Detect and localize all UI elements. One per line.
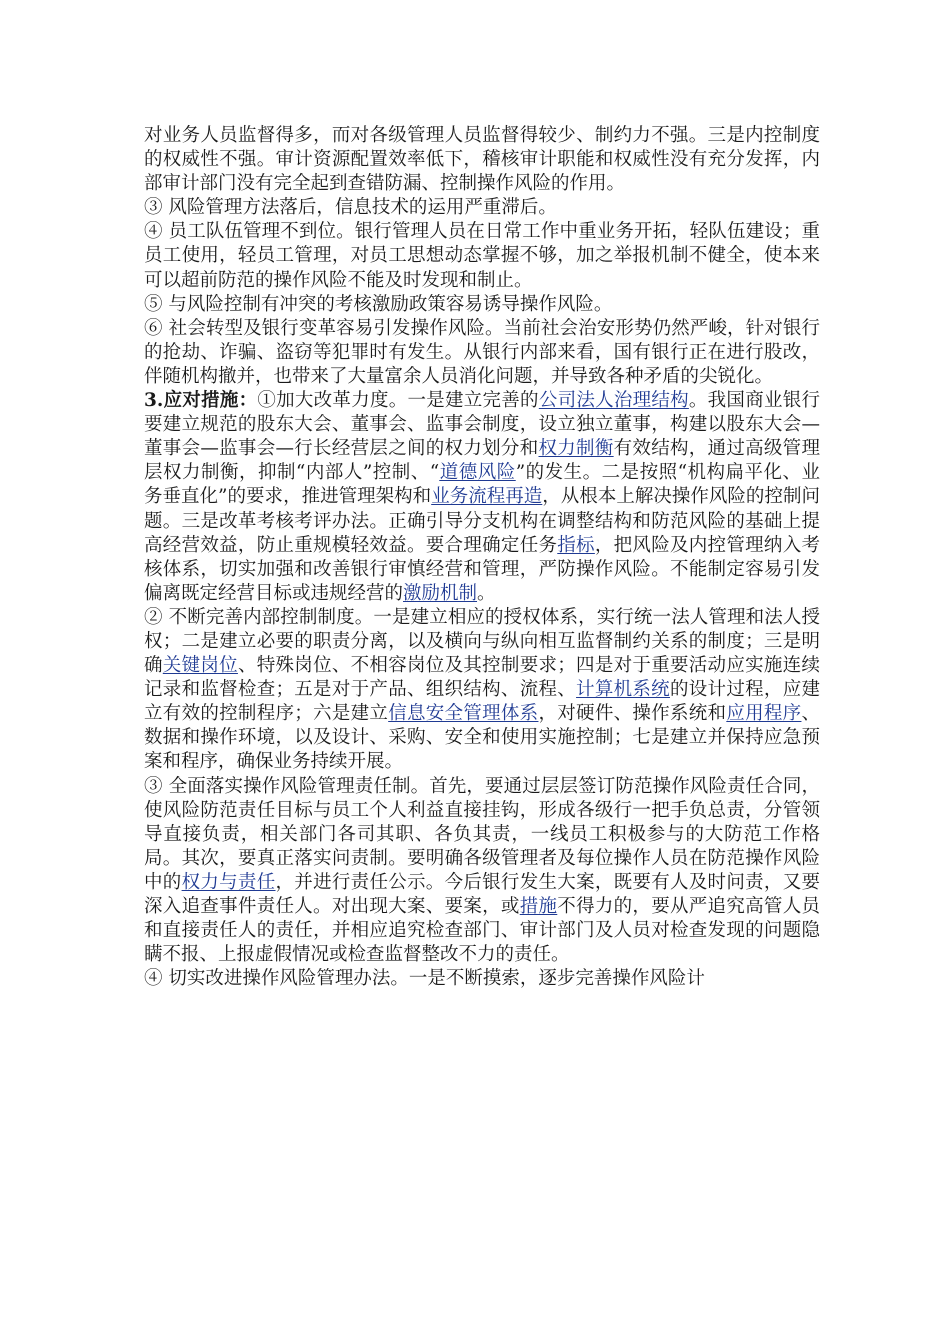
text-run: ② 不断完善内部控制制度。一是建立相应的授权体系，实行统一法人管理和法人授权；二是建立必要的职责分离，以及横向与纵向相互监督制约关系的制度；三是明确 xyxy=(144,606,820,677)
paragraph xyxy=(144,124,820,196)
text-run: ③ 全面落实操作风险管理责任制。首先，要通过层层签订防范操作风险责任合同，使风险防范责任目标与员工个人利益直接挂钩，形成各级行一把手负总责，分管领导直接负责，相关部门各司其职、各负其责，一线员工积极参与的大防范工作格局。其次，要真正落实问责制。要明确各级管理者及每位操作人员在防范操作风险中的 xyxy=(144,775,820,893)
text-run: 。 xyxy=(477,582,496,604)
text-run: ⑥ 社会转型及银行变革容易引发操作风险。当前社会治安形势仍然严峻，针对银行的抢劫、诈骗、盗窃等犯罪时有发生。从银行内部来看，国有银行正在进行股改，伴随机构撤并，也带来了大量富余人员消化问题，并导致各种矛盾的尖锐化。 xyxy=(144,317,820,387)
link-indicators[interactable]: 指标 xyxy=(557,534,595,556)
link-process-reengineering[interactable]: 业务流程再造 xyxy=(431,486,543,508)
link-power-responsibility[interactable]: 权力与责任 xyxy=(181,871,276,893)
paragraph xyxy=(144,317,820,389)
paragraph xyxy=(144,389,820,606)
text-run: 。我国商业银行要建立规范的股东大会、董事会、监事会制度，设立独立董事，构建以股东大会—董事会—监事会—行长经营层之间的权力划分和 xyxy=(144,390,820,460)
text-run: 对业务人员监督得多，而对各级管理人员监督得较少、制约力不强。三是内控制度的权威性不强。审计资源配置效率低下，稽核审计职能和权威性没有充分发挥，内部审计部门没有完全起到查错防漏、控制操作风险的作用。 xyxy=(144,125,820,195)
paragraph xyxy=(144,775,820,968)
paragraph xyxy=(144,196,820,220)
text-run: ④ 切实改进操作风险管理办法。一是不断摸索，逐步完善操作风险计 xyxy=(144,968,705,990)
text-run: ，对硬件、操作系统和 xyxy=(538,703,727,725)
text-run: ，把风险及内控管理纳入考核体系，切实加强和改善银行审慎经营和管理，严防操作风险。不能制定容易引发偏离既定经营目标或违规经营的 xyxy=(144,534,820,604)
link-computer-systems[interactable]: 计算机系统 xyxy=(576,679,670,701)
text-run: ”的发生。二是按照“机构扁平化、业务垂直化”的要求，推进管理架构和 xyxy=(144,462,821,508)
paragraph xyxy=(144,967,820,991)
link-incentive-mechanism[interactable]: 激励机制 xyxy=(403,582,478,604)
section-heading: 3.应对措施： xyxy=(144,390,258,412)
link-applications[interactable]: 应用程序 xyxy=(726,703,802,725)
link-key-positions[interactable]: 关键岗位 xyxy=(162,655,238,677)
text-run: 有效结构，通过高级管理层权力制衡，抑制“内部人”控制、“ xyxy=(144,438,820,484)
link-moral-hazard[interactable]: 道德风险 xyxy=(439,462,516,484)
link-measures[interactable]: 措施 xyxy=(519,896,558,917)
text-run: ，从根本上解决操作风险的控制问题。三是改革考核考评办法。正确引导分支机构在调整结构和防范风险的基础上提高经营效益，防止重规模轻效益。要合理确定任务 xyxy=(144,486,820,556)
text-run: ⑤ 与风险控制有冲突的考核激励政策容易诱导操作风险。 xyxy=(144,293,613,315)
text-run: 、数据和操作环境，以及设计、采购、安全和使用实施控制；七是建立并保持应急预案和程序，确保业务持续开展。 xyxy=(144,703,820,773)
text-run: ③ 风险管理方法落后，信息技术的运用严重滞后。 xyxy=(144,197,557,219)
text-run: ，并进行责任公示。今后银行发生大案，既要有人及时问责，又要深入追查事件责任人。对出现大案、要案，或 xyxy=(144,871,820,917)
text-run: 不得力的，要从严追究高管人员和直接责任人的责任，并相应追究检查部门、审计部门及人员对检查发现的问题隐瞒不报、上报虚假情况或检查监督整改不力的责任。 xyxy=(144,896,820,966)
link-checks-balances[interactable]: 权力制衡 xyxy=(538,438,614,460)
document-body xyxy=(144,124,820,991)
link-corporate-governance[interactable]: 公司法人治理结构 xyxy=(538,390,689,412)
paragraph xyxy=(144,293,820,317)
text-run: 的设计过程，应建立有效的控制程序；六是建立 xyxy=(144,679,820,725)
link-infosec-management[interactable]: 信息安全管理体系 xyxy=(388,703,539,725)
paragraph xyxy=(144,606,820,775)
text-run: 、特殊岗位、不相容岗位及其控制要求；四是对于重要活动应实施连续记录和监督检查；五是对于产品、组织结构、流程、 xyxy=(144,655,820,701)
text-run: ④ 员工队伍管理不到位。银行管理人员在日常工作中重业务开拓，轻队伍建设；重员工使用，轻员工管理，对员工思想动态掌握不够，加之举报机制不健全，使本来可以超前防范的操作风险不能及时发现和制止。 xyxy=(144,221,820,291)
text-run: ①加大改革力度。一是建立完善的 xyxy=(257,390,539,412)
paragraph xyxy=(144,220,820,292)
